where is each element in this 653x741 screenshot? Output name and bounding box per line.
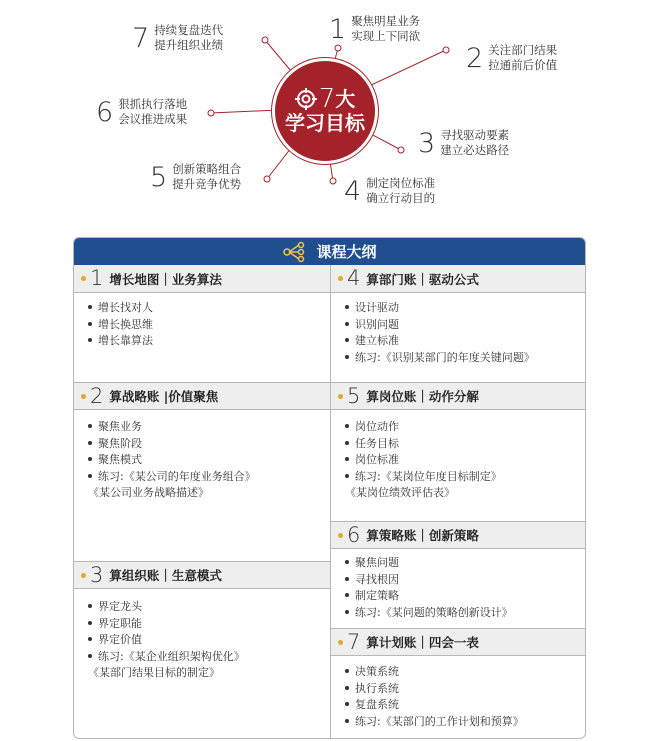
bullet-dot-icon (338, 533, 343, 538)
module-number: 6 (347, 522, 361, 547)
bullet-icon (345, 457, 349, 461)
list-item: 练习:《某部门的工作计划和预算》 (345, 714, 524, 731)
bullet-icon (345, 305, 349, 309)
bullet-icon (88, 305, 92, 309)
bullet-icon (345, 474, 349, 478)
list-item: 聚焦问题 (345, 555, 513, 572)
module-number: 3 (90, 562, 104, 587)
module-number: 7 (347, 629, 361, 654)
list-item: 练习:《某问题的策略创新设计》 (345, 605, 513, 622)
bullet-icon (345, 577, 349, 581)
goal-number: 3 (418, 127, 436, 159)
goal-text: 提升组织业绩 (154, 38, 224, 52)
module-7-header (331, 628, 585, 656)
list-item: 聚焦阶段 (88, 436, 256, 453)
module-title: 算策略账｜创新策略 (366, 528, 479, 543)
goal-number: 1 (329, 13, 347, 45)
module-2-header (74, 382, 330, 410)
goal-5 (150, 162, 241, 192)
module-4-items (345, 300, 535, 366)
goal-text: 实现上下同欲 (351, 29, 421, 43)
list-item: 练习:《某岗位年度目标制定》 (345, 469, 502, 486)
module-2-items (88, 419, 256, 502)
list-item: 增长找对人 (88, 300, 153, 317)
course-outline (73, 237, 586, 739)
list-item: 岗位动作 (345, 419, 502, 436)
center-title-2: 学习目标 (285, 111, 365, 135)
module-number: 1 (90, 266, 104, 290)
bullet-dot-icon (81, 276, 86, 281)
module-title: 算计划账｜四会一表 (366, 635, 479, 650)
list-item: 设计驱动 (345, 300, 535, 317)
goal-text: 建立必达路径 (440, 143, 510, 157)
module-4-header (331, 265, 585, 293)
bullet-icon (88, 604, 92, 608)
goal-4 (344, 176, 435, 206)
bullet-icon (345, 593, 349, 597)
goal-text: 会议推进成果 (118, 112, 188, 126)
module-title: 算部门账｜驱动公式 (366, 271, 479, 287)
list-item: 识别问题 (345, 317, 535, 334)
module-5-items (345, 419, 502, 502)
module-title: 算战略账 |价值聚焦 (109, 389, 219, 404)
list-item-continued: 《某岗位绩效评估表》 (345, 486, 455, 499)
goal-7 (132, 23, 223, 53)
list-item: 岗位标准 (345, 452, 502, 469)
bullet-icon (88, 637, 92, 641)
list-item-continued: 《某公司业务战略描述》 (88, 486, 209, 499)
bullet-icon (88, 474, 92, 478)
list-item: 练习:《某企业组织架构优化》 (88, 649, 245, 666)
module-6-header (331, 521, 585, 549)
bullet-icon (88, 457, 92, 461)
bullet-dot-icon (81, 573, 86, 578)
bullet-icon (345, 355, 349, 359)
goal-number: 5 (150, 161, 168, 193)
goal-2 (466, 43, 557, 73)
bullet-dot-icon (338, 394, 343, 399)
bullet-icon (345, 669, 349, 673)
goal-number: 4 (344, 175, 362, 207)
module-title: 算岗位账｜动作分解 (366, 389, 479, 404)
goal-text: 持续复盘迭代 (154, 23, 224, 37)
goal-number: 6 (96, 96, 114, 128)
goal-text: 创新策略组合 (172, 162, 242, 176)
bullet-icon (345, 719, 349, 723)
bullet-dot-icon (338, 276, 343, 281)
target-icon (295, 88, 317, 110)
bullet-icon (345, 610, 349, 614)
list-item: 执行系统 (345, 681, 524, 698)
center-number: 7 (318, 84, 336, 114)
learning-goals-diagram (0, 0, 653, 232)
bullet-icon (88, 338, 92, 342)
list-item: 增长靠算法 (88, 333, 153, 350)
goal-number: 2 (466, 42, 484, 74)
list-item: 制定策略 (345, 588, 513, 605)
module-3-header (74, 561, 330, 589)
list-item: 复盘系统 (345, 697, 524, 714)
goal-3 (418, 128, 509, 158)
list-item: 聚焦业务 (88, 419, 256, 436)
learning-goals-badge (272, 58, 378, 164)
column-divider (330, 265, 331, 738)
goal-6 (96, 97, 187, 127)
bullet-icon (88, 441, 92, 445)
module-3-items (88, 599, 245, 682)
module-5-header (331, 382, 585, 410)
bullet-dot-icon (338, 640, 343, 645)
bullet-icon (345, 441, 349, 445)
bullet-icon (345, 424, 349, 428)
goal-text: 确立行动目的 (366, 191, 436, 205)
share-network-icon (282, 241, 306, 263)
bullet-icon (345, 702, 349, 706)
bullet-icon (345, 338, 349, 342)
bullet-icon (88, 322, 92, 326)
bullet-icon (88, 424, 92, 428)
module-number: 2 (90, 383, 104, 408)
goal-text: 提升竞争优势 (172, 177, 242, 191)
module-7-items (345, 664, 524, 730)
module-1-header (74, 265, 330, 293)
list-item: 练习:《识别某部门的年度关键问题》 (345, 350, 535, 367)
list-item: 寻找根因 (345, 572, 513, 589)
module-title: 算组织账｜生意模式 (109, 568, 222, 583)
goal-number: 7 (132, 22, 150, 54)
bullet-icon (345, 560, 349, 564)
list-item: 界定龙头 (88, 599, 245, 616)
bullet-icon (345, 686, 349, 690)
bullet-icon (88, 621, 92, 625)
goal-text: 拉通前后价值 (488, 58, 558, 72)
goal-text: 制定岗位标准 (366, 176, 436, 190)
goal-1 (329, 14, 420, 44)
outline-title: 课程大纲 (316, 243, 377, 261)
list-item: 聚焦模式 (88, 452, 256, 469)
goal-text: 狠抓执行落地 (118, 97, 188, 111)
goal-text: 关注部门结果 (488, 43, 558, 57)
goal-text: 寻找驱动要素 (440, 128, 510, 142)
bullet-icon (88, 654, 92, 658)
list-item: 任务目标 (345, 436, 502, 453)
module-6-items (345, 555, 513, 621)
center-title-1: 大 (335, 87, 356, 111)
list-item: 练习:《某公司的年度业务组合》 (88, 469, 256, 486)
goal-text: 聚焦明星业务 (351, 14, 421, 28)
list-item: 界定价值 (88, 632, 245, 649)
list-item: 界定职能 (88, 616, 245, 633)
list-item-continued: 《某部门结果目标的制定》 (88, 666, 220, 679)
list-item: 建立标准 (345, 333, 535, 350)
bullet-dot-icon (81, 394, 86, 399)
list-item: 决策系统 (345, 664, 524, 681)
outline-header (74, 238, 585, 265)
list-item: 增长换思维 (88, 317, 153, 334)
module-number: 4 (347, 266, 361, 290)
module-title: 增长地图｜业务算法 (109, 271, 222, 287)
module-1-items (88, 300, 153, 350)
bullet-icon (345, 322, 349, 326)
module-number: 5 (347, 383, 361, 408)
